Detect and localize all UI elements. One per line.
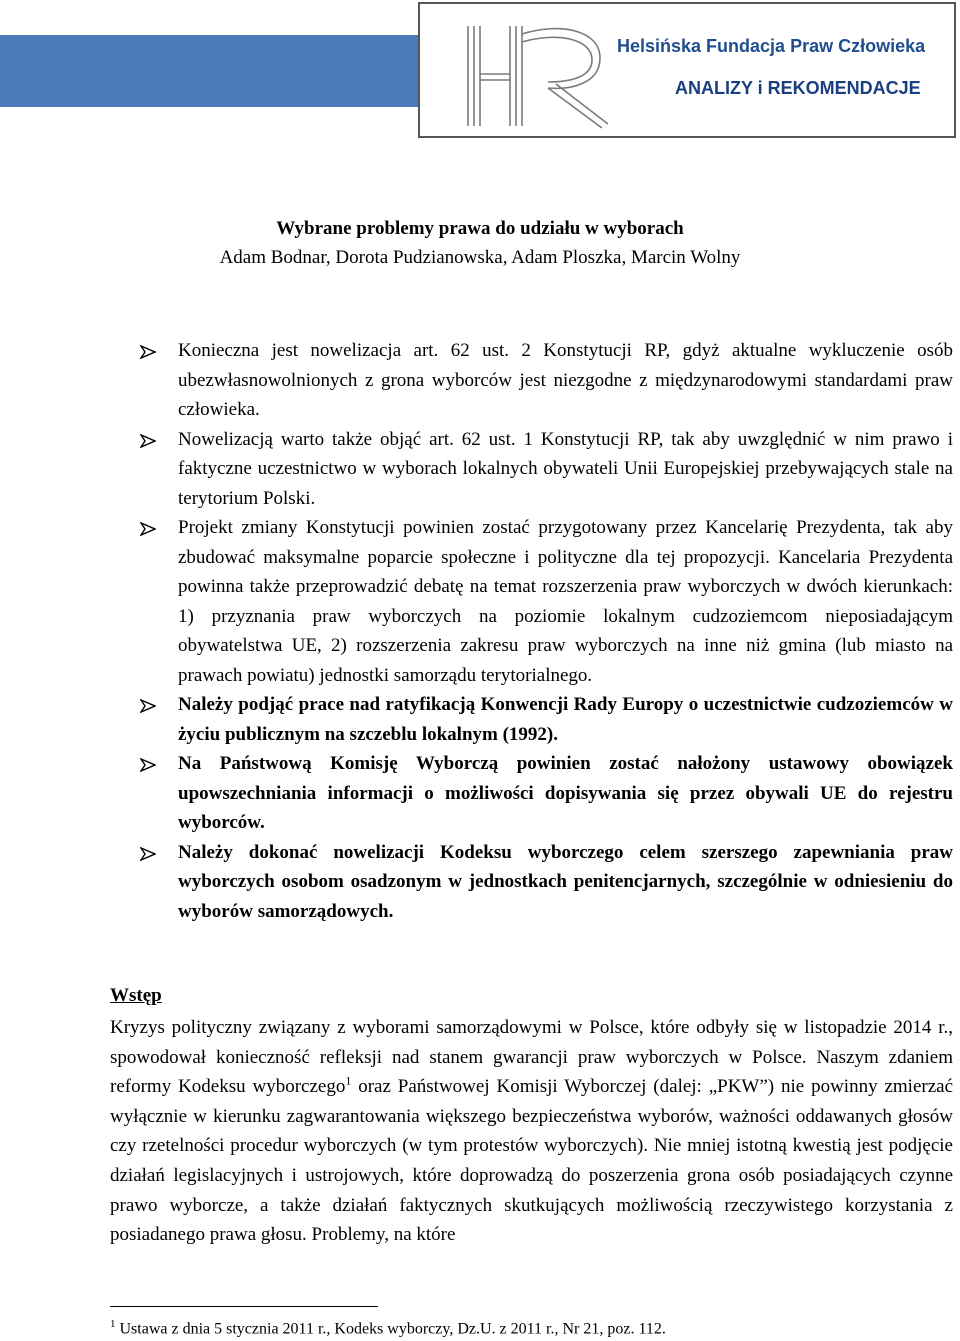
recommendation-text: Należy podjąć prace nad ratyfikacją Konwencji Rady Europy o uczestnictwie cudzoziemców w życiu publicznym na szczeblu lokalnym (1992). [178, 694, 953, 745]
list-item [140, 425, 953, 514]
recommendation-text: Należy dokonać nowelizacji Kodeksu wyborczego celem szerszego zapewniania praw wyborczych osobom osadzonym w jednostkach penitencjarnych, szczególnie w odniesieniu do wyborów samorządowych. [178, 841, 953, 922]
arrow-bullet-icon [140, 522, 156, 536]
recommendation-text: Na Państwową Komisję Wyborczą powinien zostać nałożony ustawowy obowiązek upowszechniania informacji o możliwości dopisywania się przez obywali UE do rejestru wyborców. [178, 753, 953, 833]
arrow-bullet-icon [140, 847, 156, 861]
list-item [140, 690, 953, 749]
header-logo-box [418, 2, 956, 138]
arrow-bullet-icon [140, 758, 156, 772]
organization-name: Helsińska Fundacja Praw Człowieka [617, 36, 926, 56]
arrow-bullet-icon [140, 345, 156, 359]
arrow-bullet-icon [140, 699, 156, 713]
list-item [140, 336, 953, 425]
list-item [140, 838, 953, 927]
list-item [140, 749, 953, 838]
intro-text-end: oraz Państwowej Komisji Wyborczej (dalej: „PKW”) nie powinny zmierzać wyłącznie w kierunku zagwarantowania większego bezpieczeństwa wyborów, ważności oddawanych głosów czy rzetelności procedur wyborczych (w tym protestów wyborczych). Nie mniej istotną kwestią jest podjęcie działań legislacyjnych i ustrojowych, które doprowadzą do poszerzenia grona osób posiadających czynne prawo wyborcze, a także działań faktycznych skutkujących możliwością rzeczywistego korzystania z posiadanego prawa głosu. Problemy, na które [110, 1076, 954, 1246]
recommendations-list [140, 336, 953, 926]
footnote-reference[interactable]: 1 [345, 1073, 352, 1088]
footnote-number: 1 [110, 1318, 116, 1330]
section-heading: Wstęp [110, 985, 162, 1006]
hr-logo-icon [460, 14, 610, 132]
intro-paragraph [110, 1013, 953, 1250]
recommendation-text: Konieczna jest nowelizacja art. 62 ust. 2 Konstytucji RP, gdyż aktualne wykluczenie osób ubezwłasnowolnionych z grona wyborców jest niezgodne z międzynarodowymi standardami praw człowieka. [178, 340, 953, 420]
document-title: Wybrane problemy prawa do udziału w wyborach [276, 218, 684, 239]
document-authors: Adam Bodnar, Dorota Pudzianowska, Adam Ploszka, Marcin Wolny [219, 247, 741, 268]
arrow-bullet-icon [140, 434, 156, 448]
publication-series: ANALIZY i REKOMENDACJE [675, 78, 921, 98]
footnote-divider [110, 1306, 378, 1307]
intro-text-start: Kryzys polityczny związany z wyborami samorządowymi w Polsce, które odbyły się w listopadzie 2014 r., spowodował konieczność refleksji nad stanem gwarancji praw wyborczych w Polsce. Naszym zdaniem reformy Kodeksu wyborczego [110, 1017, 953, 1098]
header-band [0, 35, 420, 107]
recommendation-text: Nowelizacją warto także objąć art. 62 ust. 1 Konstytucji RP, tak aby uwzględnić w nim prawo i faktyczne uczestnictwo w wyborach lokalnych obywateli Unii Europejskiej przebywających stale na terytorium Polski. [178, 428, 953, 509]
list-item [140, 513, 953, 690]
recommendation-text: Projekt zmiany Konstytucji powinien zostać przygotowany przez Kancelarię Prezydenta, tak aby zbudować maksymalne poparcie społeczne i polityczne dla tej propozycji. Kancelaria Prezydenta powinna także przeprowadzić debatę na temat rozszerzenia praw wyborczych w dwóch kierunkach: 1) przyznania praw wyborczych na poziomie lokalnym cudzoziemcom nieposiadającym obywatelstwa UE, 2) rozszerzenia zakresu praw wyborczych na inne niż gmina (lub miasto na prawach powiatu) jednostki samorządu terytorialnego. [178, 517, 953, 686]
footnote [110, 1318, 666, 1338]
footnote-text: Ustawa z dnia 5 stycznia 2011 r., Kodeks wyborczy, Dz.U. z 2011 r., Nr 21, poz. 112. [119, 1320, 666, 1338]
